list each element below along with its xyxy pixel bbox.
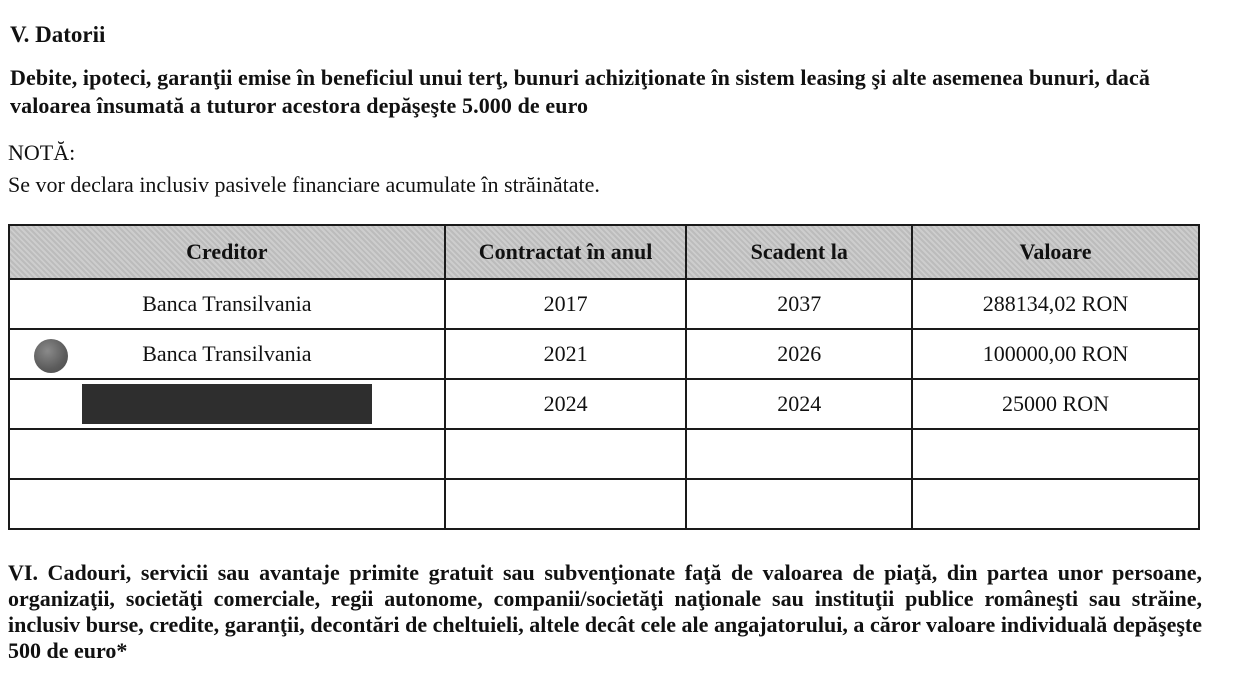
cell-due [686,479,912,529]
cell-year [445,479,687,529]
cell-value [912,479,1199,529]
dot-mark-icon [34,339,68,373]
cell-value: 100000,00 RON [912,329,1199,379]
cell-due: 2026 [686,329,912,379]
debts-table [8,224,1200,530]
redaction-block [82,384,372,424]
cell-creditor [9,429,445,479]
section-5-description: Debite, ipoteci, garanţii emise în beneficiul unui terţ, bunuri achiziţionate în sistem leasing şi alte asemenea bunuri, dacă valoarea însumată a tuturor acestora depăşeşte 5.000 de euro [10,65,1150,118]
cell-creditor [9,479,445,529]
cell-value [912,429,1199,479]
cell-due: 2037 [686,279,912,329]
cell-creditor [9,379,445,429]
cell-creditor [9,329,445,379]
nota-text: Se vor declara inclusiv pasivele financiare acumulate în străinătate. [8,172,600,197]
cell-year: 2024 [445,379,687,429]
section-5-title: V. Datorii [10,22,106,47]
cell-creditor: Banca Transilvania [9,279,445,329]
section-6-title: VI. Cadouri, servicii sau avantaje primite gratuit sau subvenţionate faţă de valoarea de piaţă, din partea unor persoane, organizaţii, societăţi comerciale, regii autonome, companii/societăţi naţionale sau instituţii publice româneşti sau străine, inclusiv burse, credite, garanţii, decontări de cheltuieli, altele decât cele ale angajatorului, a căror valoare individuală depăşeşte 500 de euro* [8,560,1202,663]
table-row [9,479,1199,529]
cell-year [445,429,687,479]
header-due-date: Scadent la [686,225,912,279]
cell-due: 2024 [686,379,912,429]
table-row [9,329,1199,379]
cell-due [686,429,912,479]
header-value: Valoare [912,225,1199,279]
cell-value: 25000 RON [912,379,1199,429]
cell-year: 2017 [445,279,687,329]
table-header-row [9,225,1199,279]
table-row [9,379,1199,429]
nota-label: NOTĂ: [8,140,76,165]
table-row [9,279,1199,329]
table-row [9,429,1199,479]
header-creditor: Creditor [9,225,445,279]
cell-year: 2021 [445,329,687,379]
cell-value: 288134,02 RON [912,279,1199,329]
header-contract-year: Contractat în anul [445,225,687,279]
cell-creditor-text: Banca Transilvania [142,341,312,366]
